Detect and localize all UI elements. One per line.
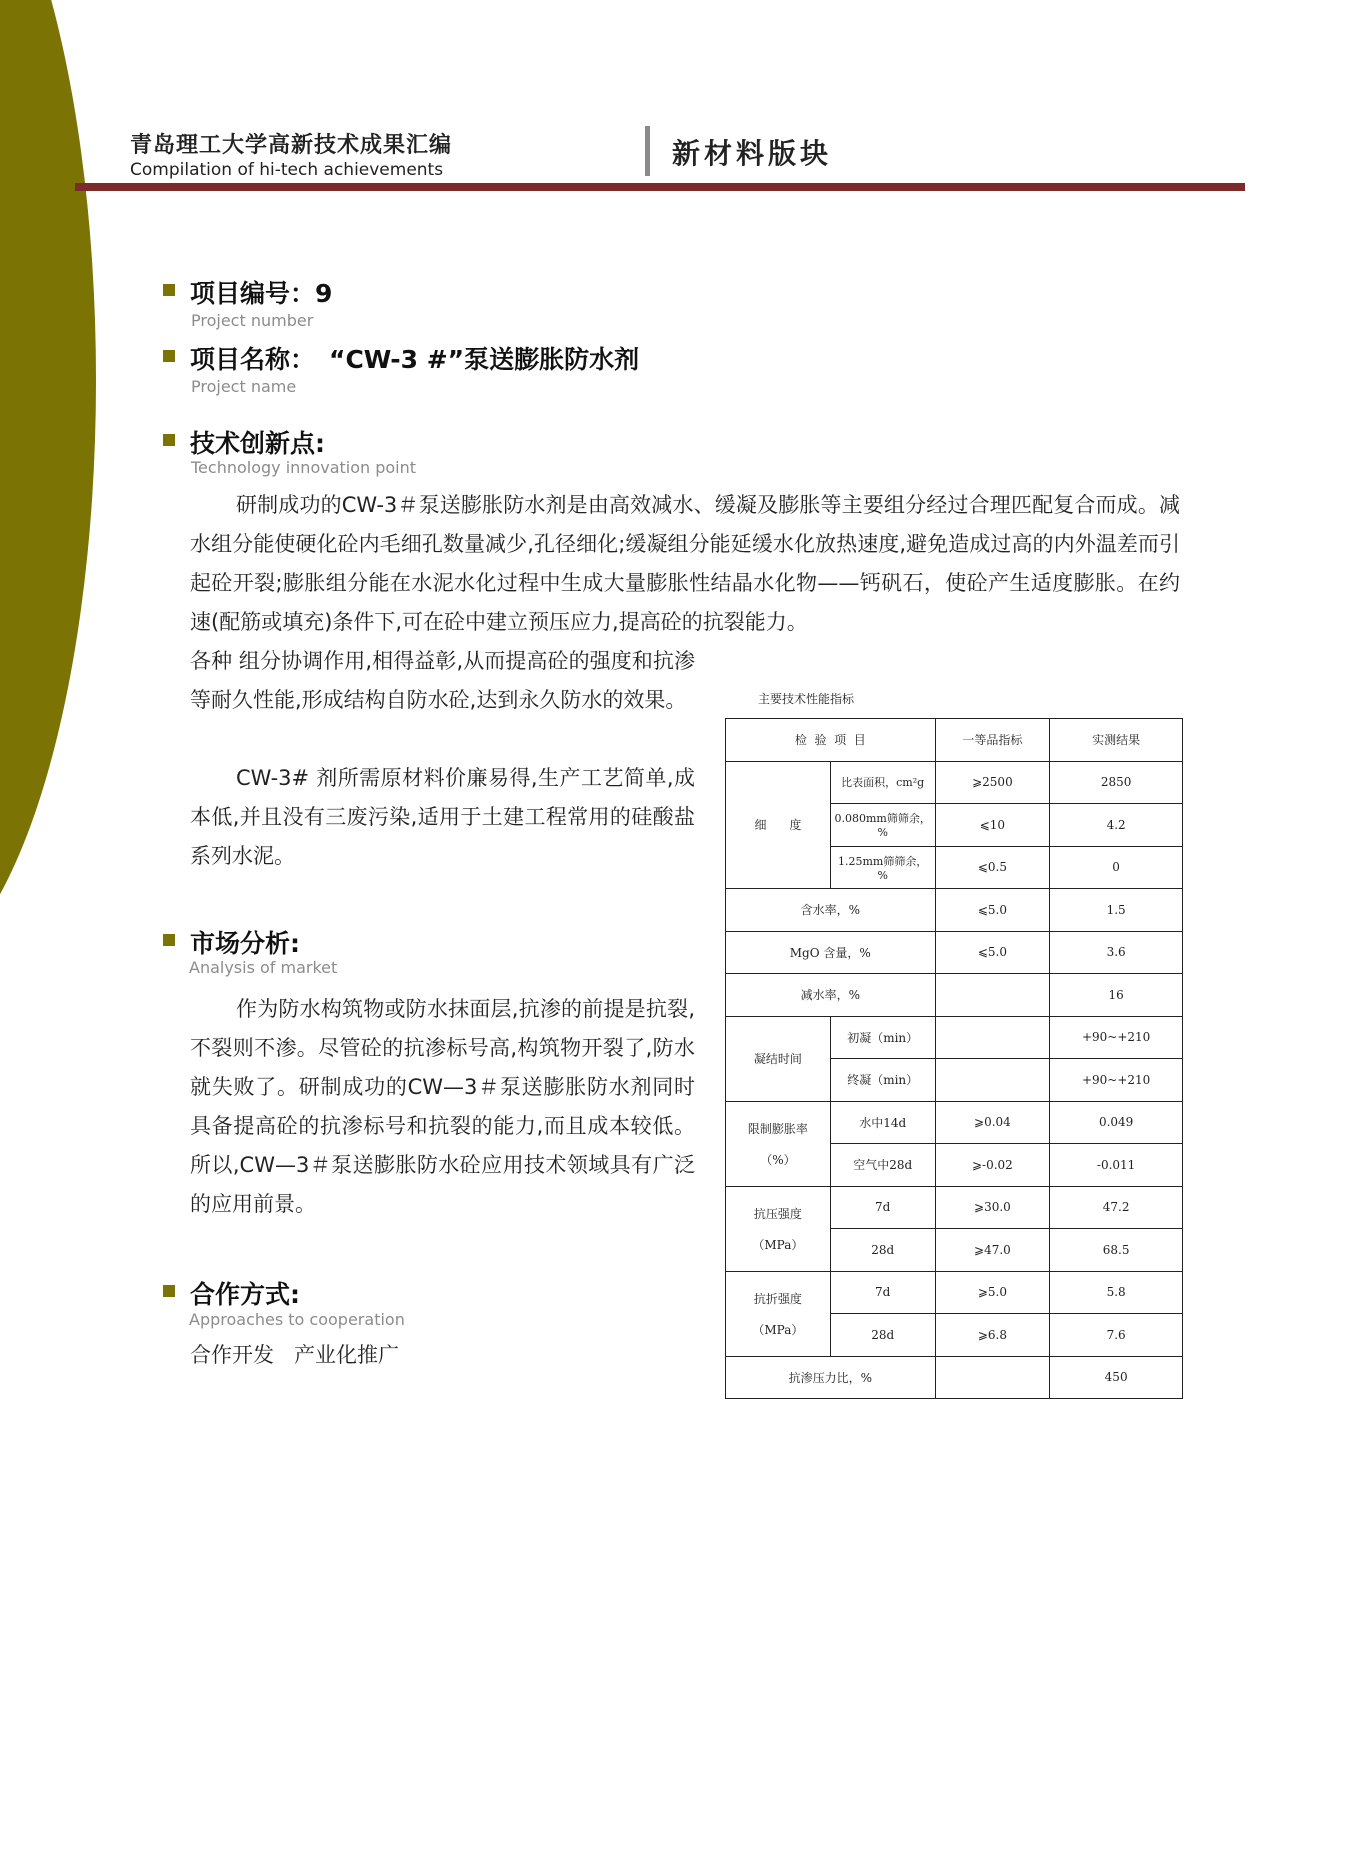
- cell-result: -0.011: [1050, 1144, 1183, 1187]
- table-row: [726, 761, 1183, 804]
- cell-spec: ⩾5.0: [935, 1271, 1050, 1314]
- cell-item: 初凝（min）: [830, 1016, 935, 1059]
- cell-item: 7d: [830, 1186, 935, 1229]
- cell-item: 水中14d: [830, 1101, 935, 1144]
- innovation-heading: 技术创新点:: [190, 429, 325, 458]
- group-expansion: [726, 1101, 831, 1186]
- table-row: [726, 1356, 1183, 1399]
- cell-spec: ⩽0.5: [935, 846, 1050, 889]
- spec-table: [725, 718, 1183, 1399]
- innovation-paragraph-1: 研制成功的CW-3＃泵送膨胀防水剂是由高效减水、缓凝及膨胀等主要组分经过合理匹配复合而成。减水组分能使硬化砼内毛细孔数量减少,孔径细化;缓凝组分能延缓水化放热速度,避免造成过高的内外温差而引起砼开裂;膨胀组分能在水泥水化过程中生成大量膨胀性结晶水化物——钙矾石，使砼产生适度膨胀。在约速(配筋或填充)条件下,可在砼中建立预压应力,提高砼的抗裂能力。: [190, 493, 1180, 634]
- project-number-heading: [190, 274, 332, 310]
- cell-result: 5.8: [1050, 1271, 1183, 1314]
- cell-result: 4.2: [1050, 804, 1183, 847]
- project-name-heading: [190, 340, 639, 376]
- cell-spec: ⩾47.0: [935, 1229, 1050, 1272]
- cell-spec: ⩽5.0: [935, 889, 1050, 932]
- innovation-paragraph-2: CW-3# 剂所需原材料价廉易得,生产工艺简单,成本低,并且没有三废污染,适用于土建工程常用的硅酸盐系列水泥。: [190, 766, 695, 868]
- project-number-sub: Project number: [191, 311, 314, 330]
- group-setting: 凝结时间: [726, 1016, 831, 1101]
- group-fineness: 细 度: [726, 761, 831, 889]
- bullet-square-icon: [163, 350, 175, 362]
- project-number-label: 项目编号：: [190, 279, 316, 308]
- cell-spec: ⩾-0.02: [935, 1144, 1050, 1187]
- cell-item: 1.25mm筛筛余，%: [830, 846, 935, 889]
- cell-spec: ⩾30.0: [935, 1186, 1050, 1229]
- group-label: 抗折强度: [753, 1291, 802, 1306]
- cell-result: 68.5: [1050, 1229, 1183, 1272]
- header-item: 检 验 项 目: [726, 719, 936, 762]
- table-row: [726, 1271, 1183, 1314]
- bullet-square-icon: [163, 934, 175, 946]
- cell-result: +90~+210: [1050, 1016, 1183, 1059]
- group-label: 抗压强度: [753, 1206, 802, 1221]
- cell-result: 2850: [1050, 761, 1183, 804]
- cell-item: 0.080mm筛筛余，%: [830, 804, 935, 847]
- bullet-square-icon: [163, 434, 175, 446]
- cooperation-value: 合作开发 产业化推广: [190, 1343, 400, 1367]
- bullet-square-icon: [163, 284, 175, 296]
- table-title: 主要技术性能指标: [758, 692, 855, 706]
- table-row: [726, 889, 1183, 932]
- cell-spec: [935, 1059, 1050, 1102]
- innovation-paragraph-cont: 各种 组分协调作用,相得益彰,从而提高砼的强度和抗渗等耐久性能,形成结构自防水砼,达到永久防水的效果。: [190, 649, 695, 712]
- header-spec: 一等品指标: [935, 719, 1050, 762]
- cell-item: 比表面积，cm²g: [830, 761, 935, 804]
- header-title-cn: 青岛理工大学高新技术成果汇编: [130, 133, 453, 158]
- group-label: 限制膨胀率: [747, 1121, 808, 1136]
- header-result: 实测结果: [1050, 719, 1183, 762]
- cell-item: 抗渗压力比，%: [726, 1356, 936, 1399]
- group-compressive: [726, 1186, 831, 1271]
- cell-spec: [935, 1356, 1050, 1399]
- cell-result: 47.2: [1050, 1186, 1183, 1229]
- decorative-side-shape: [0, 0, 96, 980]
- cell-result: 7.6: [1050, 1314, 1183, 1357]
- cooperation-heading: 合作方式:: [190, 1280, 300, 1309]
- cell-result: 16: [1050, 974, 1183, 1017]
- cell-spec: ⩾0.04: [935, 1101, 1050, 1144]
- project-number-value: 9: [315, 279, 333, 308]
- project-name-label: 项目名称：: [190, 345, 316, 374]
- bullet-square-icon: [163, 1285, 175, 1297]
- group-unit: （MPa）: [752, 1322, 804, 1337]
- header-divider: [645, 126, 650, 176]
- cell-spec: ⩽10: [935, 804, 1050, 847]
- cell-spec: ⩾6.8: [935, 1314, 1050, 1357]
- cell-spec: [935, 974, 1050, 1017]
- group-flexural: [726, 1271, 831, 1356]
- header-section-title: 新材料版块: [672, 137, 833, 170]
- group-unit: （MPa）: [752, 1237, 804, 1252]
- header-rule: [75, 183, 1245, 191]
- table-row: [726, 1101, 1183, 1144]
- cell-result: 0: [1050, 846, 1183, 889]
- project-name-value: “CW-3 #”泵送膨胀防水剂: [329, 345, 640, 374]
- cell-result: 3.6: [1050, 931, 1183, 974]
- market-heading: 市场分析:: [190, 929, 300, 958]
- cell-result: 0.049: [1050, 1101, 1183, 1144]
- cell-result: 1.5: [1050, 889, 1183, 932]
- cell-item: MgO 含量，%: [726, 931, 936, 974]
- cell-item: 减水率，%: [726, 974, 936, 1017]
- group-unit: （%）: [760, 1152, 796, 1167]
- cell-spec: ⩾2500: [935, 761, 1050, 804]
- table-row: [726, 931, 1183, 974]
- cell-item: 终凝（min）: [830, 1059, 935, 1102]
- market-paragraph: 作为防水构筑物或防水抹面层,抗渗的前提是抗裂,不裂则不渗。尽管砼的抗渗标号高,构筑物开裂了,防水就失败了。研制成功的CW—3＃泵送膨胀防水剂同时具备提高砼的抗渗标号和抗裂的能力,而且成本较低。所以,CW—3＃泵送膨胀防水砼应用技术领域具有广泛的应用前景。: [190, 997, 695, 1216]
- header-title-en: Compilation of hi-tech achievements: [130, 160, 444, 180]
- market-sub: Analysis of market: [189, 958, 338, 977]
- cell-item: 28d: [830, 1314, 935, 1357]
- cell-item: 7d: [830, 1271, 935, 1314]
- table-header-row: [726, 719, 1183, 762]
- cell-result: +90~+210: [1050, 1059, 1183, 1102]
- cell-result: 450: [1050, 1356, 1183, 1399]
- cell-spec: [935, 1016, 1050, 1059]
- table-row: [726, 1016, 1183, 1059]
- cooperation-sub: Approaches to cooperation: [189, 1310, 405, 1329]
- table-row: [726, 1186, 1183, 1229]
- project-name-sub: Project name: [191, 377, 297, 396]
- innovation-sub: Technology innovation point: [191, 458, 417, 477]
- cell-spec: ⩽5.0: [935, 931, 1050, 974]
- cell-item: 空气中28d: [830, 1144, 935, 1187]
- table-row: [726, 974, 1183, 1017]
- cell-item: 含水率，%: [726, 889, 936, 932]
- cell-item: 28d: [830, 1229, 935, 1272]
